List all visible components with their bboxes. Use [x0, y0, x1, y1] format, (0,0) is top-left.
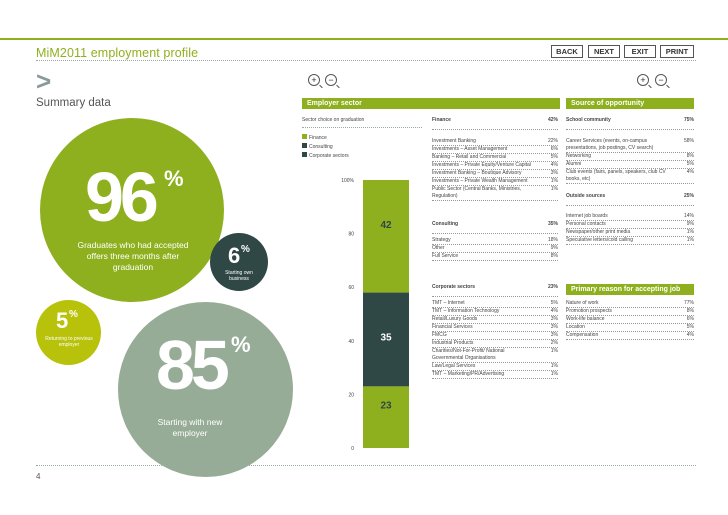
row-value: 5%: [686, 161, 694, 167]
row-label: Industrial Products: [432, 340, 474, 346]
table-row: [432, 300, 558, 308]
circle-5: [36, 300, 101, 365]
row-label: Internet job boards: [566, 213, 608, 219]
row-value: 3%: [550, 316, 558, 322]
table-row: [566, 332, 694, 340]
back-button[interactable]: BACK: [551, 45, 583, 58]
consulting-header: Consulting 35%: [432, 221, 558, 234]
sector-chart: [330, 170, 430, 460]
row-value: 1%: [550, 348, 558, 354]
table-row: [566, 153, 694, 161]
legend-finance: Finance: [302, 134, 327, 142]
row-value: 4%: [686, 169, 694, 175]
table-row: [432, 371, 558, 379]
reason-table: [566, 300, 694, 340]
row-label: Personal contacts: [566, 221, 606, 227]
table-row: [432, 237, 558, 245]
row-value: 8%: [686, 308, 694, 314]
corporate-header: Corporate sectors 23%: [432, 284, 558, 297]
table-row: [432, 170, 558, 178]
school-header: School community 75%: [566, 117, 694, 130]
row-label: Financial Services: [432, 324, 473, 330]
row-label: Compensation: [566, 332, 599, 338]
big-number: 6: [228, 243, 241, 268]
row-value: 3%: [550, 170, 558, 176]
table-row: [566, 161, 694, 169]
bar-data-label: 35: [380, 332, 392, 344]
chevron-icon: >: [36, 66, 52, 96]
row-value: 6%: [686, 316, 694, 322]
row-label: Club events (fairs, panels, speakers, club CV books, etc): [566, 169, 666, 182]
summary-label: Summary data: [36, 97, 111, 109]
table-row: [566, 221, 694, 229]
row-value: 9%: [550, 245, 558, 251]
row-value: 8%: [686, 153, 694, 159]
table-row: [432, 253, 558, 261]
row-label: Nature of work: [566, 300, 599, 306]
circle-85: [118, 302, 293, 477]
row-value: 58%: [683, 138, 694, 144]
table-row: [566, 308, 694, 316]
header-rule: [0, 38, 728, 40]
outside-header: Outside sources 25%: [566, 193, 694, 206]
row-value: 1%: [550, 178, 558, 184]
row-value: 4%: [550, 308, 558, 314]
table-row: [432, 324, 558, 332]
row-label: Charities/Not-For-Profit/ National Governmental Organisations: [432, 348, 505, 361]
bar-segment: [363, 180, 409, 293]
table-row: [432, 138, 558, 146]
row-value: 1%: [550, 371, 558, 377]
row-value: 5%: [550, 154, 558, 160]
finance-header: Finance 42%: [432, 117, 558, 130]
row-value: 4%: [550, 162, 558, 168]
table-row: [432, 316, 558, 324]
row-value: 1%: [686, 237, 694, 243]
row-label: Investment Banking: [432, 138, 476, 144]
divider: [302, 127, 422, 128]
row-value: 3%: [550, 324, 558, 330]
source-header: Source of opportunity: [566, 98, 694, 109]
row-label: Networking: [566, 153, 592, 159]
table-row: [432, 154, 558, 162]
table-row: [566, 316, 694, 324]
sector-sublabel: Sector choice on graduation: [302, 117, 365, 123]
table-row: [432, 186, 558, 201]
row-label: Investments – Private Equity/Venture Capital: [432, 162, 531, 168]
row-label: FMCG: [432, 332, 447, 338]
row-label: Investments – Private Wealth Management: [432, 178, 528, 184]
big-number: 5: [56, 308, 69, 333]
table-row: [566, 169, 694, 184]
row-label: Investment Banking – Boutique Advisory: [432, 170, 522, 176]
row-value: 1%: [550, 363, 558, 369]
row-label: Strategy: [432, 237, 451, 243]
circle-text: Graduates who had accepted offers three months after graduation: [77, 240, 189, 272]
row-value: 6%: [550, 146, 558, 152]
zoom-in-icon[interactable]: +: [637, 74, 649, 86]
divider: [36, 60, 696, 61]
row-label: Alumni: [566, 161, 582, 167]
row-label: Promotion prospects: [566, 308, 612, 314]
table-row: [566, 213, 694, 221]
row-value: 2%: [550, 340, 558, 346]
row-value: 22%: [547, 138, 558, 144]
row-label: Public Sector (Central Banks, Ministries, Regulation): [432, 186, 522, 199]
circle-text: Returning to previous employer: [45, 336, 93, 348]
row-value: 9%: [686, 221, 694, 227]
pct-sign: %: [231, 332, 251, 357]
table-row: [432, 308, 558, 316]
exit-button[interactable]: EXIT: [624, 45, 656, 58]
page-title: MiM2011 employment profile: [36, 46, 199, 60]
legend-corporate: Corporate sectors: [302, 152, 349, 160]
row-label: Speculative letters/cold calling: [566, 237, 633, 243]
table-row: [432, 332, 558, 340]
row-value: 1%: [686, 229, 694, 235]
y-tick-label: 60: [348, 285, 354, 292]
page-number: 4: [36, 472, 41, 481]
table-row: [566, 300, 694, 308]
row-value: 3%: [550, 332, 558, 338]
pct-sign: %: [241, 244, 250, 255]
y-tick-label: 100%: [341, 178, 354, 184]
row-label: Location: [566, 324, 585, 330]
table-row: [566, 237, 694, 245]
row-label: Full Service: [432, 253, 459, 259]
zoom-out-icon[interactable]: −: [655, 74, 667, 86]
row-label: TMT – Internet: [432, 300, 465, 306]
row-value: 8%: [550, 253, 558, 259]
table-row: [566, 138, 694, 153]
circle-text: Starting with new employer: [157, 417, 223, 438]
outside-table: [566, 193, 694, 245]
table-row: [432, 178, 558, 186]
bar-data-label: 42: [380, 220, 392, 231]
row-label: Retail/Luxury Goods: [432, 316, 478, 322]
school-table: [566, 117, 694, 184]
y-tick-label: 40: [348, 338, 354, 345]
reason-header: Primary reason for accepting job: [566, 284, 694, 295]
y-tick-label: 80: [348, 231, 354, 238]
bar-data-label: 23: [380, 400, 392, 412]
circle-96: [40, 118, 224, 302]
table-row: [432, 146, 558, 154]
big-number: 85: [156, 326, 226, 404]
finance-table: [432, 117, 558, 201]
row-label: Newspaper/other print media: [566, 229, 631, 235]
row-label: Banking – Retail and Commercial: [432, 154, 507, 160]
table-row: [432, 245, 558, 253]
table-row: [432, 348, 558, 363]
row-label: Investments – Asset Management: [432, 146, 508, 152]
row-value: 14%: [683, 213, 694, 219]
pct-sign: %: [164, 166, 184, 191]
row-label: TMT – Information Technology: [432, 308, 500, 314]
table-row: [566, 229, 694, 237]
next-button[interactable]: NEXT: [588, 45, 620, 58]
print-button[interactable]: PRINT: [660, 45, 694, 58]
legend-consulting: Consulting: [302, 143, 333, 151]
row-value: 1%: [550, 186, 558, 192]
table-row: [432, 162, 558, 170]
y-tick-label: 0: [351, 446, 354, 452]
row-label: Other: [432, 245, 445, 251]
row-value: 18%: [547, 237, 558, 243]
row-label: Law/Legal Services: [432, 363, 476, 369]
row-value: 5%: [550, 300, 558, 306]
big-number: 96: [85, 158, 155, 236]
bar-segment: [363, 386, 409, 448]
employer-sector-header: Employer sector: [302, 98, 560, 109]
row-value: 4%: [686, 332, 694, 338]
corporate-table: [432, 284, 558, 379]
row-label: TMT – Marketing/PR/Advertising: [432, 371, 505, 377]
table-row: [432, 363, 558, 371]
circle-6: [210, 233, 268, 291]
y-tick-label: 20: [348, 392, 354, 399]
row-label: Career Services (events, on-campus presentations, job postings, CV search): [566, 138, 654, 151]
row-value: 77%: [683, 300, 694, 306]
zoom-out-icon[interactable]: −: [325, 74, 337, 86]
zoom-in-icon[interactable]: +: [308, 74, 320, 86]
consulting-table: [432, 221, 558, 261]
table-row: [566, 324, 694, 332]
row-value: 5%: [686, 324, 694, 330]
row-label: Work-life balance: [566, 316, 605, 322]
table-row: [432, 340, 558, 348]
circle-text: Starting own business: [225, 270, 253, 282]
pct-sign: %: [69, 309, 78, 320]
divider: [36, 465, 696, 466]
